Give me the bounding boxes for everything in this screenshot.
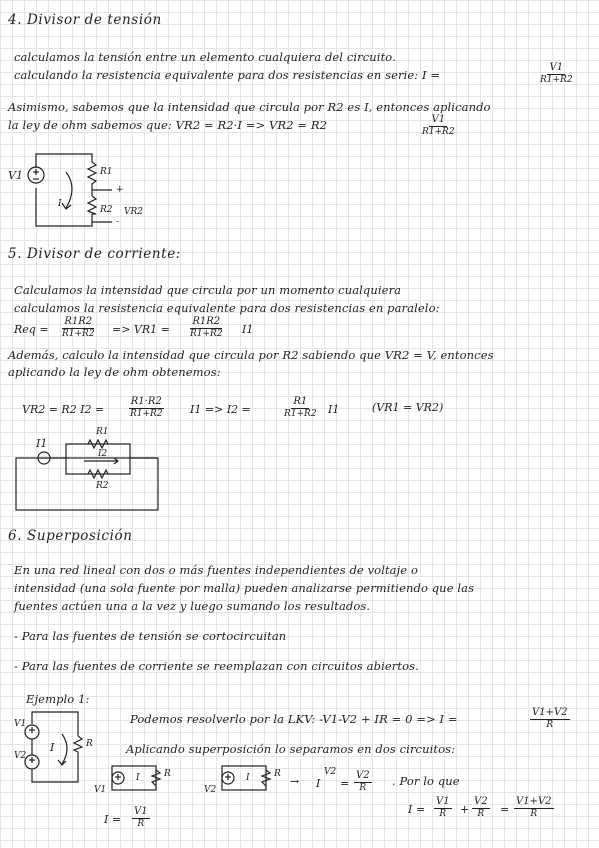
section-5-eq-lhs: VR2 = R2 I2 = <box>22 403 105 416</box>
circuit-label-r2: R2 <box>96 481 109 491</box>
fraction-denominator: R <box>546 719 554 730</box>
example-line-2: Aplicando superposición lo separamos en dos circuitos: <box>126 742 456 756</box>
fraction-denominator: R1+R2 <box>540 74 573 85</box>
sub-v1-i-label: I <box>136 773 140 783</box>
fraction-numerator: R1R2 <box>64 316 93 327</box>
section-6-paragraph-line-3: fuentes actúen una a la vez y luego sumando los resultados. <box>14 599 371 613</box>
section-5-line-3: Además, calculo la intensidad que circula por R2 sabiendo que VR2 = V, entonces <box>8 348 494 362</box>
sub-v2-result-fraction <box>354 770 372 793</box>
fraction-denominator: R <box>530 808 538 819</box>
example-line-1: Podemos resolverlo por la LKV: -V1-V2 + IR = 0 => I = <box>130 712 458 726</box>
circuit-label-r2: R2 <box>100 205 113 215</box>
section-5-eq-note: (VR1 = VR2) <box>372 401 444 414</box>
fraction-denominator: R <box>477 808 485 819</box>
circuit-label-r1: R1 <box>96 427 109 437</box>
section-4-line-3: Asimismo, sabemos que la intensidad que circula por R2 es I, entonces aplicando <box>8 100 491 114</box>
section-5-req-mid: => VR1 = <box>112 323 170 336</box>
circuit-label-v1: V1 <box>14 719 27 729</box>
section-5-eq-i1: I1 <box>328 403 340 416</box>
circuit-label-i2: I2 <box>98 449 108 459</box>
sub-v1-r-label: R <box>164 769 171 779</box>
sub-v2-result-sup: V2 <box>324 767 337 777</box>
section-5-req-lhs: Req = <box>14 323 49 336</box>
section-6-bullet-2: - Para las fuentes de corriente se reemplazan con circuitos abiertos. <box>14 659 419 673</box>
fraction-numerator: V1 <box>549 62 564 73</box>
loop-wire <box>222 766 266 790</box>
section-4-line-2: calculando la resistencia equivalente para dos resistencias en serie: I = <box>14 68 441 82</box>
section-5-line-2: calculamos la resistencia equivalente para dos resistencias en paralelo: <box>14 301 440 315</box>
example-por-lo-que: . Por lo que <box>392 774 460 788</box>
circuit-label-r: R <box>86 739 93 749</box>
section-6-bullet-1: - Para las fuentes de tensión se cortocircuitan <box>14 629 287 643</box>
circuit-label-i1: I1 <box>36 437 48 450</box>
fraction-denominator: R <box>439 808 447 819</box>
fraction-numerator: V1+V2 <box>532 707 568 718</box>
sub-v1-label: V1 <box>94 785 107 795</box>
section-6-heading: 6. Superposición <box>8 528 133 544</box>
sub-v2-result-eq: = <box>340 777 350 790</box>
example-total-lhs: I = <box>408 803 426 816</box>
fraction-denominator: R1+R2 <box>422 126 455 137</box>
example-total-eq: = <box>500 803 510 816</box>
fraction-numerator: V1 <box>431 114 446 125</box>
circuit-label-r1: R1 <box>100 167 113 177</box>
fraction-denominator: R <box>359 782 367 793</box>
section-6-paragraph-line-1: En una red lineal con dos o más fuentes independientes de voltaje o <box>14 563 418 577</box>
example-total-fraction-2 <box>472 796 490 819</box>
fraction-denominator: R <box>137 818 145 829</box>
fraction-numerator: V1+V2 <box>516 796 552 807</box>
example-total-plus: + <box>460 803 470 816</box>
section-4-line-1: calculamos la tensión entre un elemento cualquiera del circuito. <box>14 50 396 64</box>
fraction-denominator: R1+R2 <box>284 408 317 419</box>
section-4-line-4: la ley de ohm sabemos que: VR2 = R2·I => VR2 = R2 <box>8 118 328 132</box>
section-5-line-4: aplicando la ley de ohm obtenemos: <box>8 365 221 379</box>
example-total-fraction-1 <box>434 796 452 819</box>
circuit-label-plus: + <box>116 185 124 195</box>
section-5-heading: 5. Divisor de corriente: <box>8 246 181 262</box>
fraction-numerator: V2 <box>356 770 370 781</box>
circuit-label-i: I <box>50 741 55 754</box>
example-total-fraction-3 <box>514 796 554 819</box>
fraction-denominator: R1+R2 <box>62 328 95 339</box>
fraction-numerator: V1 <box>134 806 148 817</box>
circuit-label-v2: V2 <box>14 751 27 761</box>
fraction-numerator: R1R2 <box>192 316 221 327</box>
sub-v2-label: V2 <box>204 785 217 795</box>
fraction-numerator: V2 <box>474 796 488 807</box>
section-6-paragraph-line-2: intensidad (una sola fuente por malla) pueden analizarse permitiendo que las <box>14 581 475 595</box>
section-5-eq-mid: I1 => I2 = <box>190 403 251 416</box>
section-5-line-1: Calculamos la intensidad que circula por un momento cualquiera <box>14 283 402 297</box>
section-4-heading: 4. Divisor de tensión <box>8 12 162 28</box>
fraction-denominator: R1+R2 <box>190 328 223 339</box>
sub-v2-result-i: I <box>316 777 321 790</box>
fraction-numerator: R1 <box>293 396 308 407</box>
sub-v1-result-lhs: I = <box>104 813 122 826</box>
circuit-label-i: I <box>58 199 62 209</box>
circuit-label-minus: - <box>116 217 120 227</box>
example-title: Ejemplo 1: <box>26 692 90 706</box>
fraction-numerator: V1 <box>436 796 450 807</box>
section-5-req-i1: I1 <box>242 323 254 336</box>
sub-v2-i-label: I <box>246 773 250 783</box>
circuit-label-vr2: VR2 <box>124 207 144 217</box>
fraction-numerator: R1·R2 <box>130 396 162 407</box>
circuit-label-v1: V1 <box>8 169 23 182</box>
sub-v2-r-label: R <box>274 769 281 779</box>
arrow-icon: → <box>290 775 300 788</box>
fraction-denominator: R1+R2 <box>130 408 163 419</box>
